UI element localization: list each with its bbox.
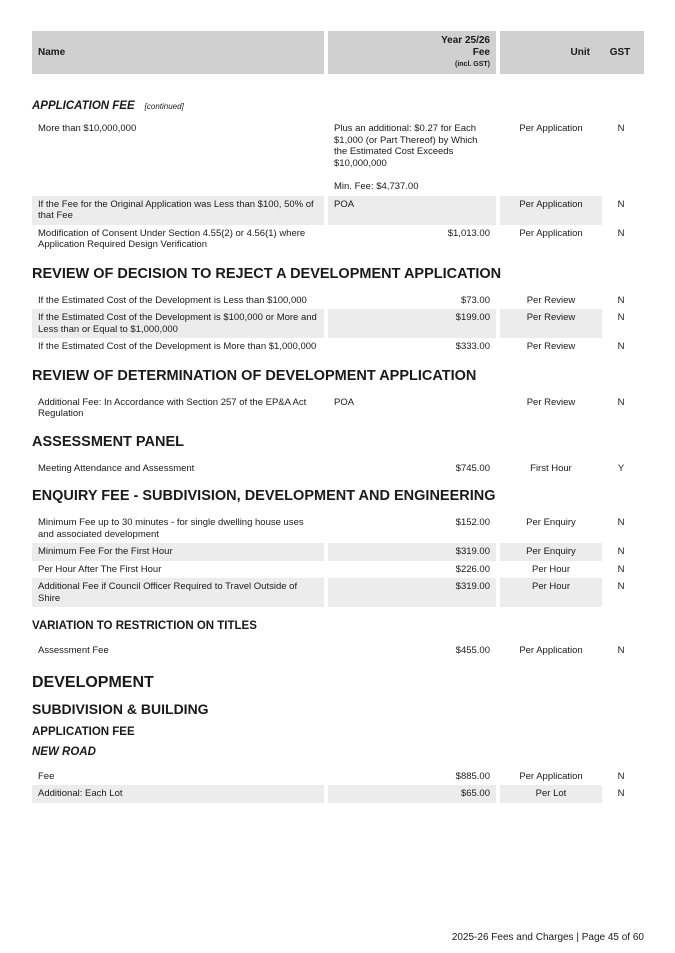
development-heading: DEVELOPMENT [32, 673, 154, 691]
enquiry-fee-heading: ENQUIRY FEE - SUBDIVISION, DEVELOPMENT AND ENGINEERING [32, 488, 496, 504]
table-row [32, 578, 644, 607]
row-name: Additional: Each Lot [32, 785, 324, 803]
row-unit: Per Review [526, 341, 576, 352]
row-fee: $226.00 [455, 563, 490, 575]
row-name: Additional Fee if Council Officer Required to Travel Outside of Shire [32, 578, 324, 607]
row-gst: Y [617, 462, 625, 474]
row-fee: $885.00 [455, 770, 490, 782]
table-row [32, 394, 644, 423]
application-fee-subheading: APPLICATION FEE [32, 725, 135, 738]
row-unit: First Hour [530, 462, 572, 474]
table-row [32, 543, 644, 561]
application-fee-heading [32, 96, 644, 114]
row-unit: Per Application [519, 770, 583, 782]
row-name: Minimum Fee For the First Hour [32, 543, 324, 561]
table-row [32, 785, 644, 803]
row-fee [328, 120, 496, 196]
table-header [32, 31, 644, 74]
review-reject-heading: REVIEW OF DECISION TO REJECT A DEVELOPMENT APPLICATION [32, 265, 502, 282]
row-name: If the Estimated Cost of the Development is More than $1,000,000 [38, 341, 317, 352]
row-unit: Per Application [519, 645, 583, 656]
row-unit: Per Application [519, 123, 583, 134]
row-fee: $455.00 [455, 645, 490, 656]
row-unit: Per Application [519, 227, 583, 239]
row-unit: Per Review [500, 309, 602, 338]
table-row [32, 642, 644, 660]
row-unit: Per Enquiry [526, 517, 576, 528]
variation-heading: VARIATION TO RESTRICTION ON TITLES [32, 620, 257, 632]
header-unit: Unit [500, 31, 602, 74]
header-fee-label: Fee [472, 46, 490, 58]
row-gst: N [617, 645, 625, 656]
row-fee: $199.00 [328, 309, 496, 338]
row-gst: N [617, 294, 625, 306]
header-fee-year: Year 25/26 [441, 34, 490, 46]
row-name: Per Hour After The First Hour [38, 563, 162, 575]
table-row [32, 309, 644, 338]
row-fee-text: Plus an additional: $0.27 for Each $1,000 (or Part Thereof) by Which the Estimated Cost Exceeds $10,000,000 [334, 123, 478, 169]
row-gst: N [617, 788, 625, 799]
table-row [32, 225, 644, 254]
row-name: Meeting Attendance and Assessment [38, 462, 195, 474]
review-determination-heading: REVIEW OF DETERMINATION OF DEVELOPMENT APPLICATION [32, 367, 477, 384]
row-gst: N [617, 341, 625, 352]
row-gst: N [617, 198, 625, 210]
row-unit: Per Review [526, 396, 576, 408]
row-name: Modification of Consent Under Section 4.55(2) or 4.56(1) where Application Required Design Verification [38, 227, 306, 250]
header-name: Name [32, 31, 324, 74]
table-row [32, 120, 644, 196]
table-row [32, 292, 644, 310]
row-name: Minimum Fee up to 30 minutes - for single dwelling house uses and associated development [38, 517, 304, 540]
row-fee: $1,013.00 [447, 227, 490, 239]
section-title: APPLICATION FEE [32, 100, 135, 112]
row-gst: N [617, 123, 625, 134]
header-fee [328, 31, 496, 74]
row-gst: N [617, 546, 625, 557]
page-footer: 2025-26 Fees and Charges | Page 45 of 60 [451, 932, 644, 943]
table-row [32, 768, 644, 786]
continued-label: [continued] [144, 102, 184, 111]
header-fee-gst-note: (incl. GST) [455, 60, 490, 68]
row-fee: $319.00 [328, 543, 496, 561]
table-row [32, 561, 644, 579]
row-fee: POA [328, 196, 496, 225]
row-fee: $333.00 [455, 341, 490, 352]
row-name: Fee [38, 770, 55, 782]
table-row [32, 514, 644, 543]
row-unit: Per Enquiry [500, 543, 602, 561]
row-gst: N [617, 396, 625, 408]
row-name: More than $10,000,000 [38, 123, 137, 134]
row-fee: $152.00 [455, 517, 490, 528]
row-fee: POA [334, 396, 355, 408]
fees-page [32, 31, 644, 803]
new-road-heading: NEW ROAD [32, 745, 96, 758]
row-fee-min: Min. Fee: $4,737.00 [334, 181, 419, 192]
table-row [32, 460, 644, 478]
row-unit: Per Review [526, 294, 576, 306]
row-gst: N [617, 770, 625, 782]
row-name: Assessment Fee [38, 645, 109, 656]
row-name: If the Estimated Cost of the Development is Less than $100,000 [38, 294, 307, 306]
assessment-panel-heading: ASSESSMENT PANEL [32, 433, 185, 450]
row-name: If the Estimated Cost of the Development is $100,000 or More and Less than or Equal to $1,000,000 [32, 309, 324, 338]
row-unit: Per Lot [500, 785, 602, 803]
row-name: Additional Fee: In Accordance with Section 257 of the EP&A Act Regulation [38, 396, 307, 419]
row-unit: Per Hour [500, 578, 602, 607]
header-gst: GST [602, 31, 644, 74]
table-row [32, 196, 644, 225]
row-gst: N [617, 563, 625, 575]
row-unit: Per Application [500, 196, 602, 225]
row-gst: N [617, 581, 625, 592]
row-fee: $65.00 [328, 785, 496, 803]
row-fee: $745.00 [455, 462, 490, 474]
row-gst: N [617, 312, 625, 323]
row-fee: $73.00 [460, 294, 490, 306]
row-gst: N [617, 517, 625, 528]
row-unit: Per Hour [531, 563, 570, 575]
subdivision-heading: SUBDIVISION & BUILDING [32, 700, 209, 717]
row-gst: N [617, 227, 625, 239]
row-fee: $319.00 [328, 578, 496, 607]
table-row [32, 338, 644, 356]
row-name: If the Fee for the Original Application was Less than $100, 50% of that Fee [32, 196, 324, 225]
